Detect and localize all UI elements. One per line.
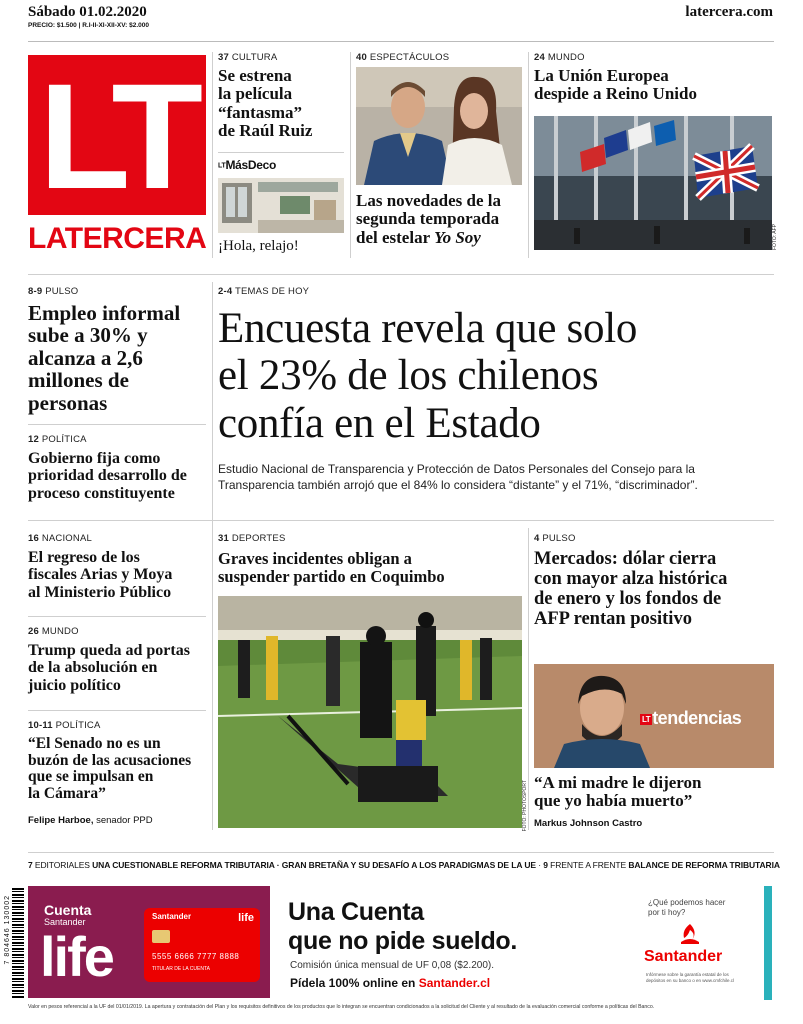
headline-line: fiscales Arias y Moya xyxy=(28,566,173,584)
headline-line: juicio político xyxy=(28,676,121,694)
headline-line: La Unión Europea xyxy=(534,66,669,85)
page-number: 4 xyxy=(534,533,540,544)
story-cultura[interactable] xyxy=(218,52,346,140)
headline-line: buzón de las acusaciones xyxy=(28,751,192,769)
headline-line: la película xyxy=(218,84,293,104)
page-number: 10-11 xyxy=(28,720,53,731)
page-number: 31 xyxy=(218,533,229,544)
ad-accent-bar xyxy=(764,886,772,1000)
terrace-image xyxy=(218,178,344,233)
ad-product-big: life xyxy=(40,925,113,988)
headline-line: Empleo informal xyxy=(28,301,181,325)
headline-line: alcanza a 2,6 xyxy=(28,345,143,370)
logo-wordmark: LATERCERA xyxy=(28,222,207,255)
headline-line: con mayor alza histórica xyxy=(534,568,728,589)
section-label: PULSO xyxy=(45,286,79,297)
story-politica-senado[interactable] xyxy=(28,720,210,826)
section-label: CULTURA xyxy=(231,52,278,63)
headline-line: AFP rentan positivo xyxy=(534,608,692,629)
story-nacional-fiscales[interactable] xyxy=(28,533,210,601)
ad-fee: Comisión única mensual de UF 0,08 ($2.200). xyxy=(290,960,494,971)
logo-block xyxy=(28,52,206,220)
page-number: 2-4 xyxy=(218,286,233,297)
page-number: 37 xyxy=(218,52,229,63)
headline-line: la Cámara” xyxy=(28,785,106,803)
page-number: 40 xyxy=(356,52,367,63)
logo-letters: LT xyxy=(38,52,196,220)
ad-card xyxy=(144,908,260,982)
eu-flags-photo[interactable] xyxy=(534,116,772,250)
deck-line: Transparencia también arrojó que el 84% lo considera “distante” y el 71%, “discriminador”. xyxy=(218,478,698,493)
deck-line: Estudio Nacional de Transparencia y Protección de Datos Personales del Consejo para la xyxy=(218,461,695,476)
flags-image xyxy=(534,116,772,250)
main-headline-line: el 23% de los chilenos xyxy=(218,352,599,400)
headline-line: “El Senado no es un xyxy=(28,735,161,752)
headline-line: que yo había muerto” xyxy=(534,791,693,811)
story-deportes[interactable] xyxy=(218,533,524,586)
section-label: MUNDO xyxy=(41,626,79,637)
byline: Markus Johnson Castro xyxy=(534,818,643,829)
price-line: PRECIO: $1.500 | R.I-II-XI-XII-XV: $2.000 xyxy=(28,22,150,29)
story-pulso-mercados[interactable] xyxy=(534,533,774,630)
photo-credit: FOTO: AFP xyxy=(772,224,778,251)
headline-line: Gobierno fija como xyxy=(28,450,161,467)
story-espectaculos[interactable] xyxy=(356,52,524,63)
byline: Felipe Harboe, senador PPD xyxy=(28,814,153,826)
main-headline-line: confía en el Estado xyxy=(218,399,541,447)
masdeco-photo[interactable] xyxy=(218,178,344,233)
section-label: EDITORIALES xyxy=(34,860,90,870)
headline-line: Trump queda ad portas xyxy=(28,642,190,659)
headline-line: al Ministerio Público xyxy=(28,583,172,601)
headline-line: de Raúl Ruiz xyxy=(218,121,313,141)
story-pulso-empleo[interactable] xyxy=(28,286,208,414)
ad-product-small: Cuenta xyxy=(44,902,92,918)
masdeco-caption: ¡Hola, relajo! xyxy=(218,238,299,254)
page-number: 9 xyxy=(543,860,548,870)
headline-line: millones de xyxy=(28,368,129,393)
page-number: 16 xyxy=(28,533,39,544)
masdeco-brand: LTMásDeco xyxy=(218,158,277,172)
headline-line: “fantasma” xyxy=(218,102,303,122)
headline-line: proceso constituyente xyxy=(28,484,175,502)
page-number: 24 xyxy=(534,52,545,63)
stadium-photo[interactable] xyxy=(218,596,522,828)
tendencias-logo: LT tendencias xyxy=(642,708,742,728)
hosts-image xyxy=(356,67,522,185)
ad-card-number: 5555 6666 7777 8888 xyxy=(152,952,240,961)
headline-line: Graves incidentes obligan a xyxy=(218,549,412,568)
ad-card-life: life xyxy=(238,912,254,924)
section-label: POLÍTICA xyxy=(41,434,87,445)
headline-line: segunda temporada xyxy=(356,209,500,229)
story-politica-gobierno[interactable] xyxy=(28,434,210,502)
headline-line: que se impulsan en xyxy=(28,768,154,786)
page-number: 7 xyxy=(28,860,33,870)
headline-line: suspender partido en Coquimbo xyxy=(218,566,445,586)
headline-line: de la absolución en xyxy=(28,659,158,677)
espectaculos-photo[interactable] xyxy=(356,67,522,185)
editorial-bar: 7 EDITORIALES UNA CUESTIONABLE REFORMA TRIBUTARIA · GRAN BRETAÑA Y SU DESAFÍO A LOS PARADIGMAS DE LA UE · 9 FRENTE A FRENTE BALANCE DE REFORMA TRIBUTARIA xyxy=(28,860,780,870)
headline-line: despide a Reino Unido xyxy=(534,84,697,104)
santander-flame-icon xyxy=(678,922,702,950)
main-headline-line: Encuesta revela que solo xyxy=(218,305,638,352)
headline-line: El regreso de los xyxy=(28,549,140,566)
section-label: POLÍTICA xyxy=(55,720,101,731)
section-label: FRENTE A FRENTE xyxy=(550,860,627,870)
barcode xyxy=(12,888,24,998)
section-label: TEMAS DE HOY xyxy=(235,286,310,297)
ad-product-panel[interactable] xyxy=(28,886,270,998)
website-link[interactable]: latercera.com xyxy=(685,4,773,20)
headline-line: “A mi madre le dijeron xyxy=(534,773,702,792)
ad-question: ¿Qué podemos hacer por ti hoy? xyxy=(648,898,726,917)
story-mundo-ue[interactable] xyxy=(534,52,774,104)
chip-icon xyxy=(152,930,170,943)
section-label: NACIONAL xyxy=(41,533,92,544)
photo-credit: FOTO: PHOTOSPORT xyxy=(522,780,528,832)
ad-card-name: TITULAR DE LA CUENTA xyxy=(152,966,210,972)
headline-line: del estelar Yo Soy xyxy=(356,227,481,247)
ad-card-brand: Santander xyxy=(152,912,192,921)
page-number: 26 xyxy=(28,626,39,637)
santander-link[interactable]: Santander.cl xyxy=(418,976,491,990)
section-label: PULSO xyxy=(542,533,576,544)
incident-image xyxy=(218,596,522,828)
section-label: DEPORTES xyxy=(231,533,286,544)
page-number: 8-9 xyxy=(28,286,43,297)
story-mundo-trump[interactable] xyxy=(28,626,210,694)
ad-disclaimer: Valor en pesos referencial a la UF del 01/01/2019. La apertura y contratación del Plan y los requisitos definitivos de los productos que lo integran se encuentran condicionados a la solicitud del Cliente y al resultado de la evaluación comercial conforme a políticas del Banco. xyxy=(28,1004,655,1010)
page-number: 12 xyxy=(28,434,39,445)
headline-line: Se estrena xyxy=(218,66,292,85)
headline-line: de enero y los fondos de xyxy=(534,588,722,609)
headline-line: Mercados: dólar cierra xyxy=(534,549,717,569)
tendencias-headline[interactable] xyxy=(534,774,774,811)
ad-cta[interactable]: Pídela 100% online en Santander.cl xyxy=(290,976,491,990)
section-label: MUNDO xyxy=(547,52,585,63)
main-story[interactable] xyxy=(218,286,774,493)
ad-product-sub: Santander xyxy=(44,917,86,927)
headline-line: personas xyxy=(28,390,108,415)
issue-date: Sábado 01.02.2020 xyxy=(28,4,147,20)
ad-bank-name: Santander xyxy=(644,948,723,965)
ad-slogan: Una Cuenta que no pide sueldo. xyxy=(288,898,518,955)
barcode-number: 7 804646 130002 xyxy=(4,895,11,965)
tendencias-photo[interactable] xyxy=(534,664,774,768)
editorial-link[interactable]: BALANCE DE REFORMA TRIBUTARIA xyxy=(628,860,780,870)
headline-line: Las novedades de la xyxy=(356,191,501,210)
headline-line: sube a 30% y xyxy=(28,323,148,348)
headline-line: prioridad desarrollo de xyxy=(28,467,187,485)
editorial-link[interactable]: UNA CUESTIONABLE REFORMA TRIBUTARIA · GRAN BRETAÑA Y SU DESAFÍO A LOS PARADIGMAS DE LA UE xyxy=(92,860,536,870)
ad-legal-small: Infórmese sobre la garantía estatal de los depósitos en su banco o en www.cmfchile.cl xyxy=(646,972,735,983)
section-label: ESPECTÁCULOS xyxy=(369,52,450,63)
